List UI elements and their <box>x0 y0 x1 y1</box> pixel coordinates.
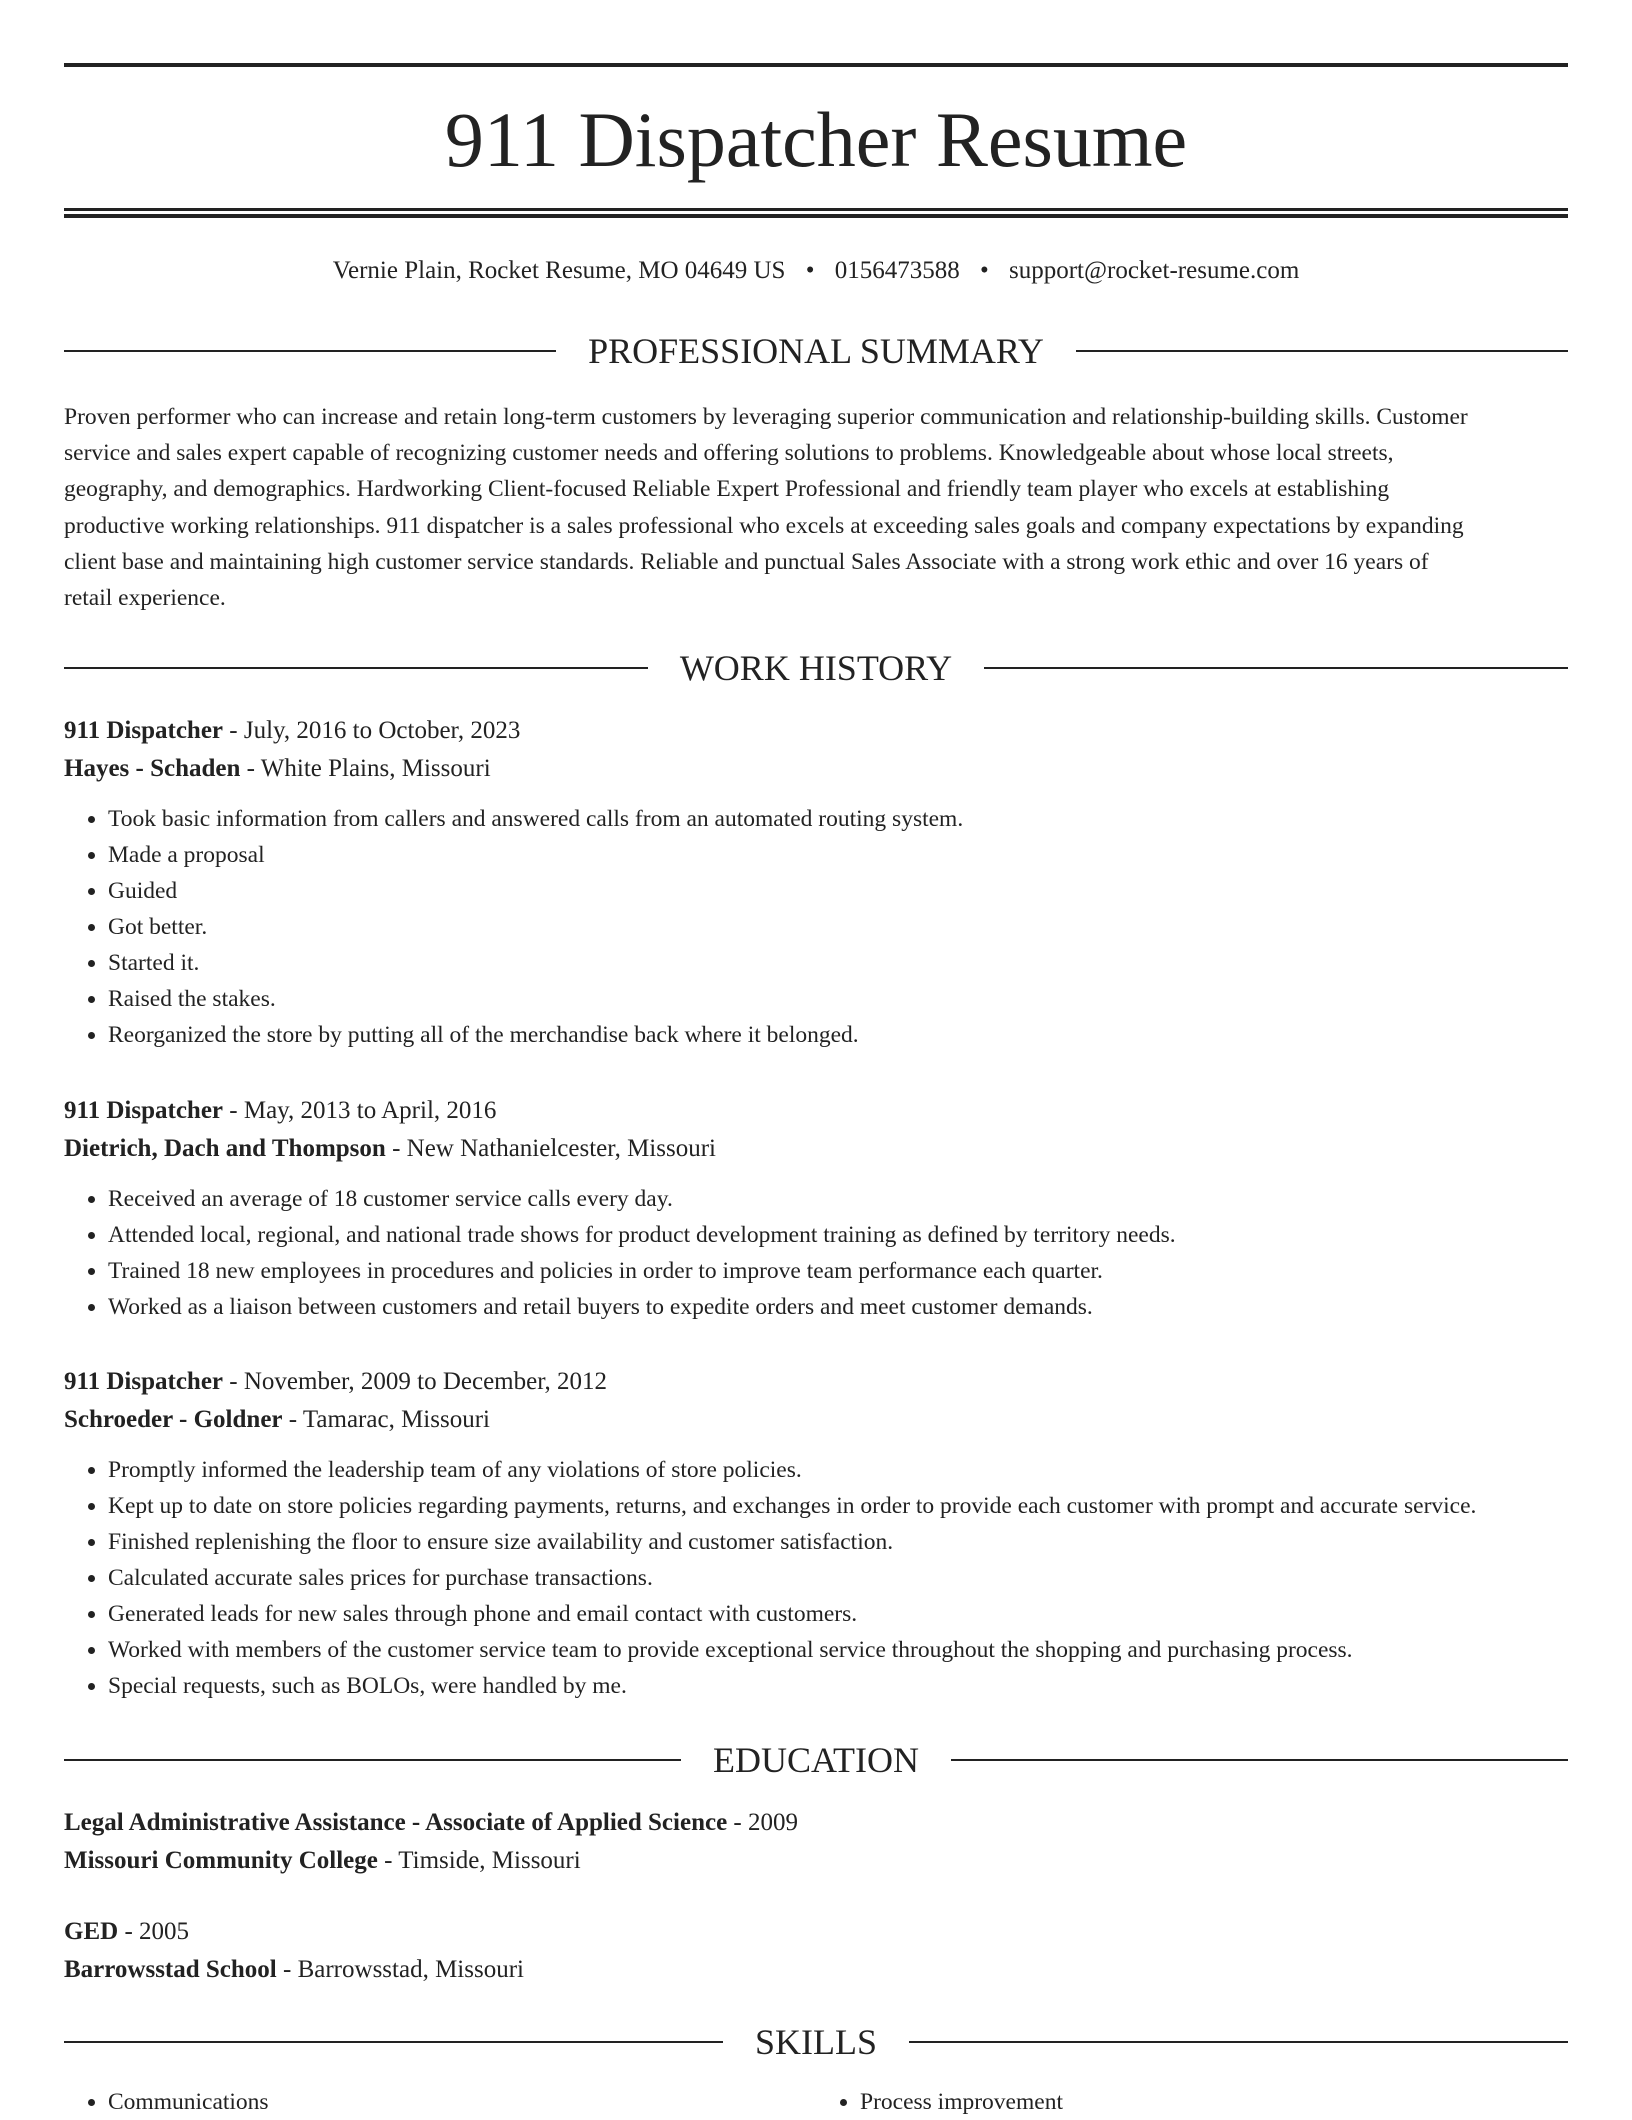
job-bullet: • Took basic information from callers and answered calls from an automated routing system. <box>108 801 1568 837</box>
heading-rule <box>984 667 1568 669</box>
job-bullet: • Trained 18 new employees in procedures and policies in order to improve team performance each quarter. <box>108 1253 1568 1289</box>
heading-rule <box>64 1759 681 1761</box>
job-bullets <box>64 1452 1568 1704</box>
contact-email: support@rocket-resume.com <box>1008 257 1300 284</box>
job-dates: - May, 2013 to April, 2016 <box>223 1097 497 1124</box>
professional-summary <box>64 399 1568 616</box>
contact-address: Vernie Plain, Rocket Resume, MO 04649 US <box>332 257 786 284</box>
skills-column-right <box>816 2084 1568 2120</box>
section-title: EDUCATION <box>713 1740 919 1780</box>
education-school-line <box>64 1951 1568 1989</box>
section-title: SKILLS <box>755 2022 878 2062</box>
skill-item: • Communications <box>108 2084 816 2120</box>
job-company-line <box>64 1130 1568 1168</box>
contact-separator: • <box>805 257 815 284</box>
section-heading-summary <box>64 329 1568 373</box>
job-bullet: • Kept up to date on store policies regarding payments, returns, and exchanges in order to provide each customer with prompt and accurate service. <box>108 1488 1568 1524</box>
job-bullet: • Made a proposal <box>108 837 1568 873</box>
summary-line: client base and maintaining high customer service standards. Reliable and punctual Sales Associate with a strong work ethic and over 16 years of <box>64 548 1429 575</box>
title-double-rule <box>64 208 1568 218</box>
heading-rule <box>64 667 648 669</box>
job-title: 911 Dispatcher <box>64 1368 224 1395</box>
job-entry <box>64 1363 1568 1704</box>
heading-rule <box>1076 350 1568 352</box>
summary-line: Proven performer who can increase and retain long-term customers by leveraging superior communication and relationship-building skills. Customer <box>64 404 1468 430</box>
section-heading-education <box>64 1738 1568 1782</box>
contact-phone: 0156473588 <box>834 257 960 284</box>
education-degree: GED <box>64 1918 119 1945</box>
job-bullet: • Raised the stakes. <box>108 981 1568 1017</box>
job-location: - Tamarac, Missouri <box>282 1406 490 1433</box>
summary-line: retail experience. <box>64 585 226 612</box>
job-bullet: • Worked as a liaison between customers and retail buyers to expedite orders and meet customer demands. <box>108 1289 1568 1325</box>
education-entry <box>64 1913 1568 1989</box>
education-school-line <box>64 1842 1568 1880</box>
skill-item: • Process improvement <box>860 2084 1568 2120</box>
page-title: 911 Dispatcher Resume <box>444 96 1188 183</box>
contact-separator: • <box>979 257 989 284</box>
job-company-line <box>64 750 1568 788</box>
job-bullet: • Reorganized the store by putting all of the merchandise back where it belonged. <box>108 1017 1568 1053</box>
job-bullet: • Started it. <box>108 945 1568 981</box>
job-title: 911 Dispatcher <box>64 717 224 744</box>
job-bullet: • Finished replenishing the floor to ensure size availability and customer satisfaction. <box>108 1524 1568 1560</box>
job-company: Schroeder - Goldner <box>64 1406 283 1433</box>
job-bullet: • Calculated accurate sales prices for purchase transactions. <box>108 1560 1568 1596</box>
job-bullet: • Guided <box>108 873 1568 909</box>
job-entry <box>64 1092 1568 1325</box>
contact-line <box>64 254 1568 288</box>
heading-rule <box>909 2041 1568 2043</box>
top-rule <box>64 63 1568 67</box>
job-bullet: • Special requests, such as BOLOs, were handled by me. <box>108 1668 1568 1704</box>
section-heading-work <box>64 646 1568 690</box>
job-bullet: • Got better. <box>108 909 1568 945</box>
job-dates: - July, 2016 to October, 2023 <box>223 717 521 744</box>
education-entry <box>64 1804 1568 1880</box>
education-year: - 2009 <box>727 1809 798 1836</box>
job-entry <box>64 712 1568 1053</box>
job-location: - White Plains, Missouri <box>240 755 491 782</box>
job-bullet: • Worked with members of the customer service team to provide exceptional service throughout the shopping and purchasing process. <box>108 1632 1568 1668</box>
job-title-line <box>64 1092 1568 1130</box>
job-title-line <box>64 712 1568 750</box>
skills-list <box>64 2084 1568 2120</box>
education-degree-line <box>64 1913 1568 1951</box>
job-company: Dietrich, Dach and Thompson <box>64 1135 386 1162</box>
education-school: Missouri Community College <box>64 1847 378 1874</box>
education-location: - Timside, Missouri <box>377 1847 581 1874</box>
job-title-line <box>64 1363 1568 1401</box>
education-school: Barrowsstad School <box>64 1956 277 1983</box>
job-bullet: • Generated leads for new sales through phone and email contact with customers. <box>108 1596 1568 1632</box>
job-bullet: • Attended local, regional, and national trade shows for product development training as defined by territory needs. <box>108 1217 1568 1253</box>
section-title: WORK HISTORY <box>679 648 953 688</box>
job-bullets <box>64 801 1568 1053</box>
section-title: PROFESSIONAL SUMMARY <box>588 331 1044 371</box>
job-company: Hayes - Schaden <box>64 755 241 782</box>
job-title: 911 Dispatcher <box>64 1097 224 1124</box>
heading-rule <box>951 1759 1568 1761</box>
job-dates: - November, 2009 to December, 2012 <box>223 1368 608 1395</box>
education-degree: Legal Administrative Assistance - Associate of Applied Science <box>64 1809 728 1836</box>
skills-column-left <box>64 2084 816 2120</box>
education-degree-line <box>64 1804 1568 1842</box>
education-year: - 2005 <box>118 1918 190 1945</box>
summary-line: geography, and demographics. Hardworking Client-focused Reliable Expert Professional and friendly team player who excels at establishing <box>64 476 1390 503</box>
summary-line: service and sales expert capable of recognizing customer needs and offering solutions to problems. Knowledgeable about whose local streets, <box>64 440 1394 467</box>
section-heading-skills <box>64 2020 1568 2064</box>
job-bullets <box>64 1181 1568 1325</box>
education-location: - Barrowsstad, Missouri <box>276 1956 524 1983</box>
job-bullet: • Promptly informed the leadership team of any violations of store policies. <box>108 1452 1568 1488</box>
job-location: - New Nathanielcester, Missouri <box>385 1135 716 1162</box>
summary-line: productive working relationships. 911 dispatcher is a sales professional who excels at exceeding sales goals and company expectations by expanding <box>64 512 1464 539</box>
heading-rule <box>64 2041 723 2043</box>
job-bullet: • Received an average of 18 customer service calls every day. <box>108 1181 1568 1217</box>
heading-rule <box>64 350 556 352</box>
job-company-line <box>64 1401 1568 1439</box>
